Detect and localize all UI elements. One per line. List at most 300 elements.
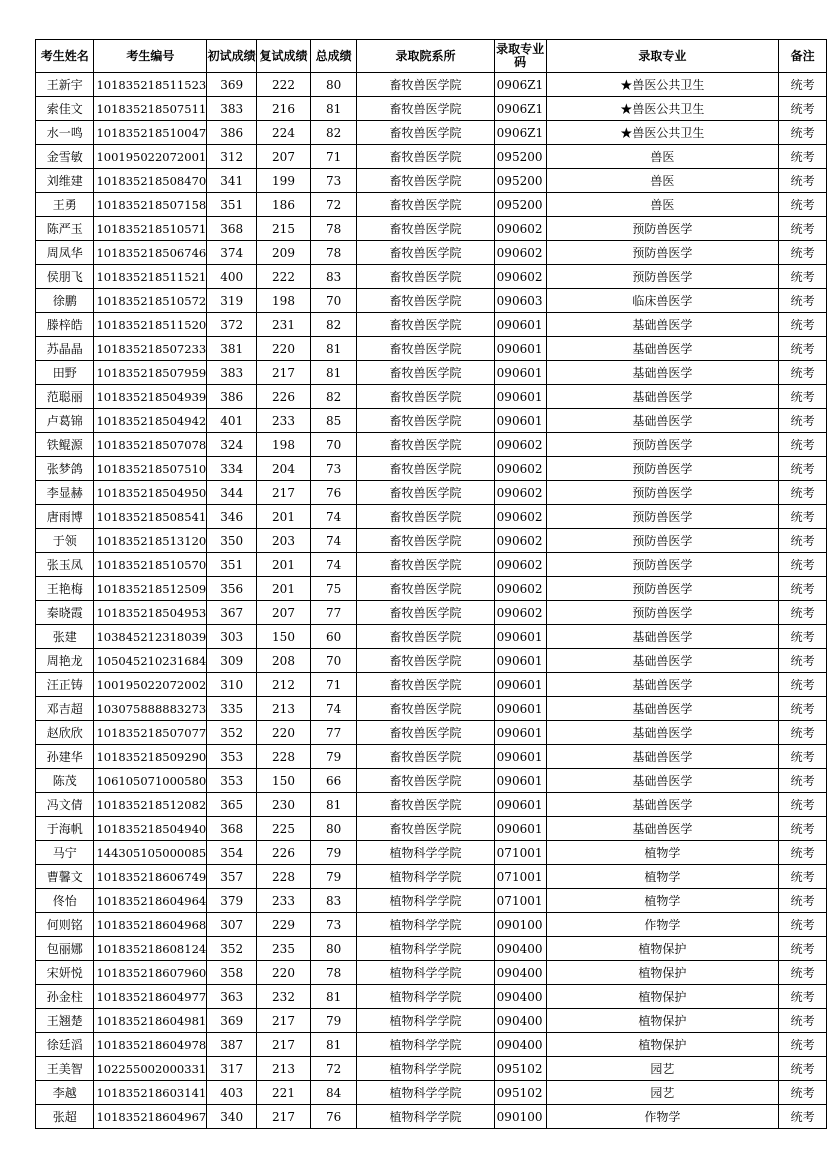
cell-initial-score: 310 [207,673,257,697]
cell-major-code: 090601 [494,649,546,673]
header-total-score: 总成绩 [310,40,356,73]
cell-initial-score: 340 [207,1105,257,1129]
cell-department: 畜牧兽医学院 [357,721,494,745]
cell-retest-score: 228 [257,745,311,769]
cell-major-code: 090601 [494,409,546,433]
cell-remark: 统考 [779,865,827,889]
cell-retest-score: 201 [257,577,311,601]
cell-major-code: 090100 [494,1105,546,1129]
cell-retest-score: 217 [257,361,311,385]
cell-remark: 统考 [779,145,827,169]
cell-total-score: 73 [310,457,356,481]
cell-total-score: 81 [310,361,356,385]
cell-department: 植物科学学院 [357,937,494,961]
cell-department: 畜牧兽医学院 [357,409,494,433]
cell-initial-score: 346 [207,505,257,529]
header-major-code: 录取专业码 [494,40,546,73]
cell-department: 植物科学学院 [357,985,494,1009]
cell-initial-score: 352 [207,721,257,745]
cell-remark: 统考 [779,889,827,913]
cell-name: 秦晓霞 [36,601,94,625]
cell-initial-score: 363 [207,985,257,1009]
cell-total-score: 70 [310,433,356,457]
cell-major-code: 090400 [494,937,546,961]
cell-remark: 统考 [779,1081,827,1105]
cell-remark: 统考 [779,121,827,145]
cell-id: 101835218507158 [94,193,207,217]
cell-id: 144305105000085 [94,841,207,865]
cell-major: 园艺 [546,1057,779,1081]
cell-id: 100195022072001 [94,145,207,169]
cell-initial-score: 334 [207,457,257,481]
cell-remark: 统考 [779,481,827,505]
cell-department: 畜牧兽医学院 [357,553,494,577]
table-row [36,457,827,481]
cell-id: 101835218511520 [94,313,207,337]
cell-total-score: 81 [310,985,356,1009]
cell-total-score: 74 [310,553,356,577]
cell-major: 作物学 [546,1105,779,1129]
table-row [36,937,827,961]
cell-total-score: 79 [310,841,356,865]
table-row [36,673,827,697]
header-initial-score: 初试成绩 [207,40,257,73]
cell-retest-score: 217 [257,1105,311,1129]
cell-major: 基础兽医学 [546,313,779,337]
cell-initial-score: 317 [207,1057,257,1081]
cell-id: 101835218513120 [94,529,207,553]
cell-remark: 统考 [779,673,827,697]
cell-initial-score: 369 [207,1009,257,1033]
cell-name: 陈严玉 [36,217,94,241]
cell-retest-score: 232 [257,985,311,1009]
cell-initial-score: 379 [207,889,257,913]
cell-retest-score: 199 [257,169,311,193]
cell-major-code: 090602 [494,577,546,601]
table-row [36,1081,827,1105]
cell-name: 陈茂 [36,769,94,793]
cell-major: 预防兽医学 [546,241,779,265]
cell-remark: 统考 [779,529,827,553]
cell-initial-score: 344 [207,481,257,505]
cell-major: 预防兽医学 [546,481,779,505]
cell-major-code: 090601 [494,793,546,817]
cell-total-score: 72 [310,193,356,217]
cell-major-code: 0906Z1 [494,73,546,97]
cell-total-score: 79 [310,745,356,769]
cell-name: 于海帆 [36,817,94,841]
cell-major: 兽医 [546,145,779,169]
table-row [36,865,827,889]
cell-initial-score: 352 [207,937,257,961]
cell-remark: 统考 [779,793,827,817]
cell-name: 王美智 [36,1057,94,1081]
cell-retest-score: 213 [257,1057,311,1081]
cell-total-score: 78 [310,961,356,985]
cell-name: 王翘楚 [36,1009,94,1033]
cell-id: 101835218507510 [94,457,207,481]
cell-retest-score: 217 [257,1033,311,1057]
cell-major-code: 090602 [494,481,546,505]
cell-id: 101835218512082 [94,793,207,817]
cell-major: ★兽医公共卫生 [546,121,779,145]
cell-department: 植物科学学院 [357,1033,494,1057]
cell-name: 李显赫 [36,481,94,505]
cell-total-score: 80 [310,73,356,97]
cell-major: 基础兽医学 [546,385,779,409]
cell-name: 王勇 [36,193,94,217]
table-row [36,481,827,505]
cell-department: 畜牧兽医学院 [357,649,494,673]
cell-name: 苏晶晶 [36,337,94,361]
cell-initial-score: 303 [207,625,257,649]
cell-id: 101835218509290 [94,745,207,769]
cell-major-code: 0906Z1 [494,97,546,121]
table-row [36,913,827,937]
cell-major: 基础兽医学 [546,721,779,745]
cell-name: 田野 [36,361,94,385]
cell-retest-score: 213 [257,697,311,721]
cell-remark: 统考 [779,457,827,481]
cell-id: 101835218508541 [94,505,207,529]
cell-retest-score: 150 [257,625,311,649]
cell-remark: 统考 [779,769,827,793]
cell-major-code: 090601 [494,745,546,769]
cell-total-score: 83 [310,889,356,913]
cell-retest-score: 207 [257,145,311,169]
cell-remark: 统考 [779,1033,827,1057]
cell-total-score: 77 [310,601,356,625]
cell-name: 水一鸣 [36,121,94,145]
cell-id: 101835218507077 [94,721,207,745]
cell-major-code: 090400 [494,961,546,985]
cell-total-score: 80 [310,817,356,841]
cell-total-score: 66 [310,769,356,793]
cell-major-code: 090601 [494,697,546,721]
cell-initial-score: 319 [207,289,257,313]
cell-id: 101835218504940 [94,817,207,841]
cell-initial-score: 356 [207,577,257,601]
cell-remark: 统考 [779,289,827,313]
cell-retest-score: 201 [257,505,311,529]
cell-initial-score: 357 [207,865,257,889]
cell-id: 102255002000331 [94,1057,207,1081]
cell-department: 植物科学学院 [357,841,494,865]
cell-major-code: 090602 [494,241,546,265]
cell-name: 周凤华 [36,241,94,265]
cell-department: 畜牧兽医学院 [357,601,494,625]
cell-major: ★兽医公共卫生 [546,73,779,97]
cell-initial-score: 387 [207,1033,257,1057]
cell-remark: 统考 [779,745,827,769]
cell-total-score: 70 [310,649,356,673]
cell-id: 101835218606749 [94,865,207,889]
cell-initial-score: 354 [207,841,257,865]
cell-department: 畜牧兽医学院 [357,457,494,481]
cell-remark: 统考 [779,913,827,937]
cell-major-code: 090601 [494,337,546,361]
cell-department: 畜牧兽医学院 [357,97,494,121]
cell-major-code: 071001 [494,889,546,913]
cell-initial-score: 351 [207,553,257,577]
cell-major-code: 071001 [494,841,546,865]
cell-initial-score: 400 [207,265,257,289]
cell-retest-score: 231 [257,313,311,337]
cell-retest-score: 198 [257,289,311,313]
cell-initial-score: 351 [207,193,257,217]
cell-retest-score: 226 [257,385,311,409]
cell-id: 101835218507233 [94,337,207,361]
cell-initial-score: 374 [207,241,257,265]
table-row [36,985,827,1009]
cell-name: 李越 [36,1081,94,1105]
cell-major: 植物学 [546,841,779,865]
table-row [36,961,827,985]
cell-initial-score: 368 [207,817,257,841]
cell-department: 畜牧兽医学院 [357,361,494,385]
header-name: 考生姓名 [36,40,94,73]
cell-remark: 统考 [779,361,827,385]
cell-initial-score: 353 [207,745,257,769]
cell-major: 预防兽医学 [546,577,779,601]
cell-initial-score: 312 [207,145,257,169]
table-row [36,601,827,625]
cell-department: 畜牧兽医学院 [357,529,494,553]
cell-retest-score: 209 [257,241,311,265]
cell-id: 101835218604964 [94,889,207,913]
cell-major: 植物保护 [546,961,779,985]
cell-retest-score: 224 [257,121,311,145]
cell-department: 植物科学学院 [357,1105,494,1129]
cell-id: 101835218604968 [94,913,207,937]
cell-retest-score: 216 [257,97,311,121]
cell-remark: 统考 [779,625,827,649]
table-row [36,169,827,193]
cell-major: 园艺 [546,1081,779,1105]
cell-department: 植物科学学院 [357,913,494,937]
cell-initial-score: 341 [207,169,257,193]
cell-name: 张梦鸽 [36,457,94,481]
cell-major-code: 090602 [494,601,546,625]
cell-major: 基础兽医学 [546,625,779,649]
cell-name: 张玉凤 [36,553,94,577]
header-retest-score: 复试成绩 [257,40,311,73]
cell-id: 101835218608124 [94,937,207,961]
cell-name: 马宁 [36,841,94,865]
cell-department: 畜牧兽医学院 [357,577,494,601]
cell-id: 101835218511523 [94,73,207,97]
cell-department: 植物科学学院 [357,865,494,889]
cell-name: 冯文倩 [36,793,94,817]
cell-remark: 统考 [779,721,827,745]
table-row [36,361,827,385]
cell-name: 张超 [36,1105,94,1129]
cell-major: 植物保护 [546,985,779,1009]
cell-department: 植物科学学院 [357,1081,494,1105]
cell-initial-score: 368 [207,217,257,241]
cell-initial-score: 383 [207,361,257,385]
cell-department: 畜牧兽医学院 [357,169,494,193]
cell-major: 基础兽医学 [546,673,779,697]
cell-major-code: 090601 [494,673,546,697]
cell-retest-score: 204 [257,457,311,481]
table-row [36,841,827,865]
cell-retest-score: 233 [257,409,311,433]
cell-retest-score: 220 [257,961,311,985]
table-row [36,793,827,817]
cell-initial-score: 335 [207,697,257,721]
cell-id: 100195022072002 [94,673,207,697]
cell-retest-score: 230 [257,793,311,817]
cell-remark: 统考 [779,193,827,217]
cell-department: 畜牧兽医学院 [357,193,494,217]
table-row [36,769,827,793]
cell-department: 畜牧兽医学院 [357,793,494,817]
cell-id: 101835218510572 [94,289,207,313]
cell-retest-score: 217 [257,481,311,505]
cell-major: 基础兽医学 [546,769,779,793]
header-department: 录取院系所 [357,40,494,73]
cell-name: 徐鹏 [36,289,94,313]
cell-name: 徐廷滔 [36,1033,94,1057]
cell-department: 畜牧兽医学院 [357,337,494,361]
cell-total-score: 83 [310,265,356,289]
cell-department: 畜牧兽医学院 [357,145,494,169]
cell-major-code: 090601 [494,721,546,745]
cell-remark: 统考 [779,217,827,241]
table-row [36,1009,827,1033]
table-row [36,265,827,289]
cell-remark: 统考 [779,817,827,841]
cell-remark: 统考 [779,1057,827,1081]
cell-id: 101835218507511 [94,97,207,121]
cell-department: 植物科学学院 [357,1009,494,1033]
cell-name: 张建 [36,625,94,649]
cell-major: 植物学 [546,865,779,889]
cell-retest-score: 208 [257,649,311,673]
cell-major: 基础兽医学 [546,697,779,721]
cell-name: 周艳龙 [36,649,94,673]
cell-major-code: 090602 [494,433,546,457]
header-id: 考生编号 [94,40,207,73]
table-row [36,121,827,145]
cell-remark: 统考 [779,601,827,625]
cell-name: 佟怡 [36,889,94,913]
cell-retest-score: 220 [257,337,311,361]
cell-name: 邓吉超 [36,697,94,721]
cell-name: 包丽娜 [36,937,94,961]
cell-major-code: 090602 [494,529,546,553]
cell-remark: 统考 [779,697,827,721]
cell-total-score: 73 [310,169,356,193]
cell-total-score: 75 [310,577,356,601]
cell-major-code: 090602 [494,265,546,289]
table-row [36,721,827,745]
cell-id: 101835218504953 [94,601,207,625]
cell-major: 预防兽医学 [546,433,779,457]
cell-total-score: 81 [310,337,356,361]
cell-department: 植物科学学院 [357,961,494,985]
cell-retest-score: 221 [257,1081,311,1105]
cell-total-score: 81 [310,793,356,817]
cell-department: 畜牧兽医学院 [357,385,494,409]
cell-retest-score: 228 [257,865,311,889]
table-row [36,529,827,553]
admission-table [35,39,827,1129]
cell-initial-score: 324 [207,433,257,457]
cell-retest-score: 229 [257,913,311,937]
cell-retest-score: 198 [257,433,311,457]
cell-initial-score: 365 [207,793,257,817]
table-row [36,889,827,913]
cell-name: 何则铭 [36,913,94,937]
cell-major-code: 090400 [494,985,546,1009]
cell-major: 植物保护 [546,937,779,961]
cell-total-score: 78 [310,241,356,265]
cell-initial-score: 383 [207,97,257,121]
cell-major-code: 090601 [494,769,546,793]
cell-id: 101835218604977 [94,985,207,1009]
cell-major: 基础兽医学 [546,793,779,817]
table-row [36,217,827,241]
cell-major: 基础兽医学 [546,745,779,769]
cell-name: 孙建华 [36,745,94,769]
cell-id: 101835218504950 [94,481,207,505]
table-row [36,241,827,265]
cell-major: 临床兽医学 [546,289,779,313]
cell-major-code: 095200 [494,193,546,217]
cell-remark: 统考 [779,961,827,985]
cell-id: 101835218603141 [94,1081,207,1105]
cell-name: 王新宇 [36,73,94,97]
cell-retest-score: 203 [257,529,311,553]
cell-id: 101835218607960 [94,961,207,985]
table-row [36,193,827,217]
cell-name: 侯朋飞 [36,265,94,289]
cell-id: 101835218508470 [94,169,207,193]
table-row [36,625,827,649]
cell-total-score: 77 [310,721,356,745]
table-row [36,289,827,313]
header-major: 录取专业 [546,40,779,73]
cell-major: 预防兽医学 [546,217,779,241]
cell-initial-score: 367 [207,601,257,625]
cell-remark: 统考 [779,577,827,601]
cell-id: 101835218510047 [94,121,207,145]
cell-name: 金雪敏 [36,145,94,169]
cell-major: 兽医 [546,169,779,193]
cell-retest-score: 222 [257,73,311,97]
cell-remark: 统考 [779,1105,827,1129]
cell-id: 101835218504942 [94,409,207,433]
cell-major-code: 090602 [494,217,546,241]
cell-id: 101835218510571 [94,217,207,241]
table-row [36,553,827,577]
cell-major: 兽医 [546,193,779,217]
cell-major-code: 090601 [494,361,546,385]
cell-total-score: 78 [310,217,356,241]
cell-retest-score: 150 [257,769,311,793]
cell-department: 畜牧兽医学院 [357,673,494,697]
cell-id: 101835218604978 [94,1033,207,1057]
cell-department: 畜牧兽医学院 [357,817,494,841]
cell-id: 103845212318039 [94,625,207,649]
cell-id: 101835218504939 [94,385,207,409]
cell-id: 101835218604981 [94,1009,207,1033]
cell-retest-score: 212 [257,673,311,697]
cell-name: 索佳文 [36,97,94,121]
cell-initial-score: 350 [207,529,257,553]
